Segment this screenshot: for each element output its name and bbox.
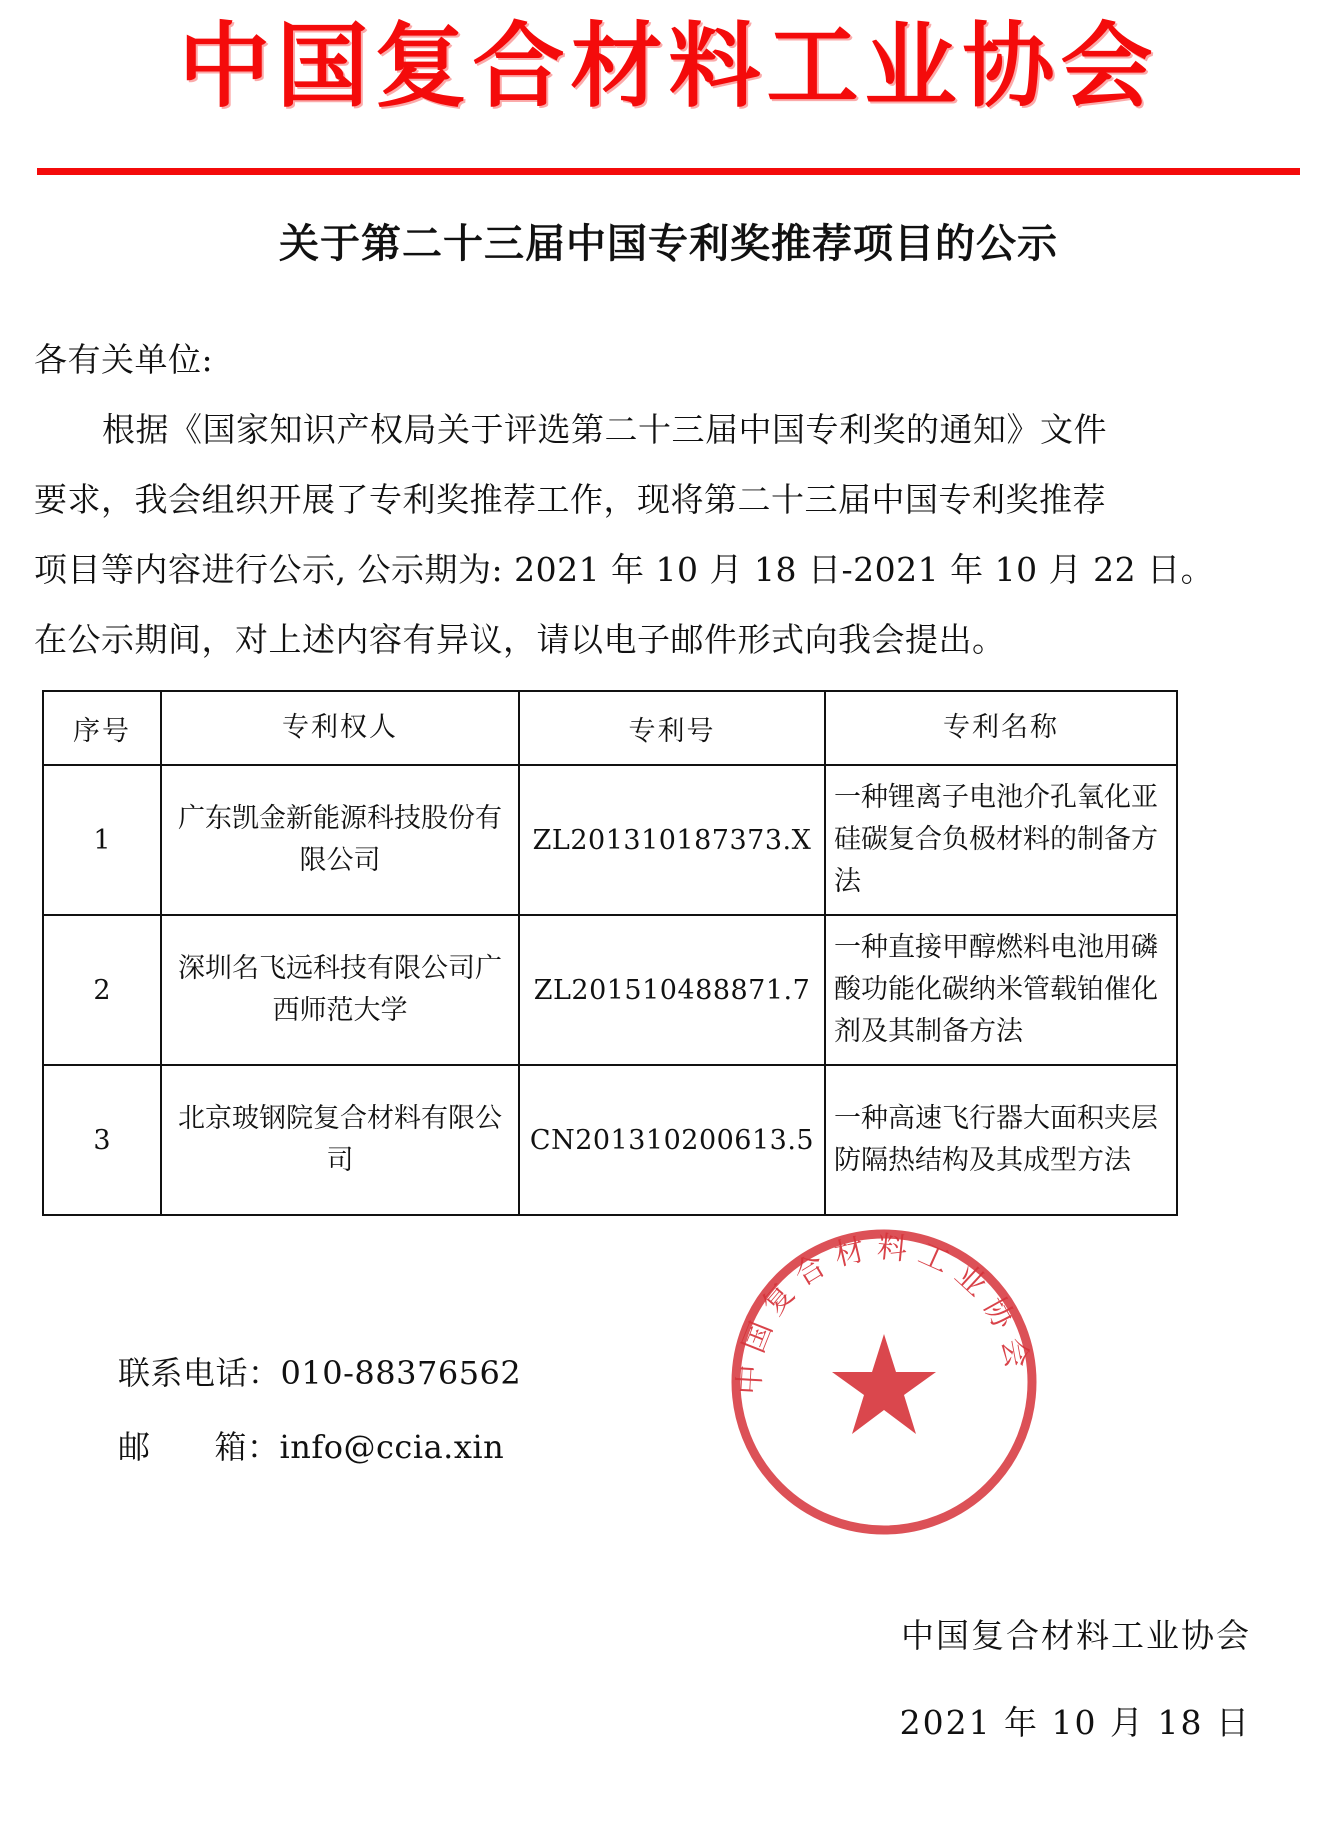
table-row	[43, 915, 1177, 1065]
letterhead-organization: 中国复合材料工业协会	[178, 12, 1159, 120]
cell-patent-name: 一种锂离子电池介孔氧化亚硅碳复合负极材料的制备方法	[825, 765, 1177, 915]
salutation: 各有关单位:	[34, 340, 214, 379]
signature-organization: 中国复合材料工业协会	[901, 1616, 1251, 1655]
cell-owner: 广东凯金新能源科技股份有限公司	[161, 765, 519, 915]
cell-patent-number: ZL201310187373.X	[519, 765, 825, 915]
body-line-2: 要求，我会组织开展了专利奖推荐工作，现将第二十三届中国专利奖推荐	[34, 480, 1106, 519]
seal-text: 中国复合材料工业协会	[732, 1229, 1037, 1396]
contact-email: 邮 箱：info@ccia.xin	[118, 1428, 505, 1466]
cell-owner: 深圳名飞远科技有限公司广西师范大学	[161, 915, 519, 1065]
cell-patent-number: ZL201510488871.7	[519, 915, 825, 1065]
letterhead-divider	[37, 168, 1300, 175]
page-title: 关于第二十三届中国专利奖推荐项目的公示	[279, 220, 1058, 267]
signature-block	[821, 1610, 1251, 1744]
cell-index: 3	[43, 1065, 161, 1215]
body-line-1: 根据《国家知识产权局关于评选第二十三届中国专利奖的通知》文件	[102, 410, 1107, 449]
body-line-3: 项目等内容进行公示, 公示期为: 2021 年 10 月 18 日-2021 年 10 月 22 日。	[34, 550, 1215, 589]
cell-index: 2	[43, 915, 161, 1065]
letterhead	[0, 12, 1337, 120]
cell-index: 1	[43, 765, 161, 915]
contact-block	[118, 1336, 918, 1484]
signature-date: 2021 年 10 月 18 日	[899, 1703, 1251, 1742]
table-header-row	[43, 691, 1177, 765]
table-row	[43, 765, 1177, 915]
contact-phone: 联系电话：010-88376562	[118, 1354, 522, 1392]
column-header-owner: 专利权人	[161, 691, 519, 765]
column-header-patent-number: 专利号	[519, 691, 825, 765]
body-line-4: 在公示期间，对上述内容有异议，请以电子邮件形式向我会提出。	[34, 620, 1006, 659]
patent-table	[42, 690, 1178, 1216]
cell-patent-number: CN201310200613.5	[519, 1065, 825, 1215]
cell-owner: 北京玻钢院复合材料有限公司	[161, 1065, 519, 1215]
table-row	[43, 1065, 1177, 1215]
patent-table-container	[42, 690, 1158, 1216]
document-body	[34, 325, 1215, 675]
column-header-patent-name: 专利名称	[825, 691, 1177, 765]
cell-patent-name: 一种高速飞行器大面积夹层防隔热结构及其成型方法	[825, 1065, 1177, 1215]
column-header-index: 序号	[43, 691, 161, 765]
cell-patent-name: 一种直接甲醇燃料电池用磷酸功能化碳纳米管载铂催化剂及其制备方法	[825, 915, 1177, 1065]
